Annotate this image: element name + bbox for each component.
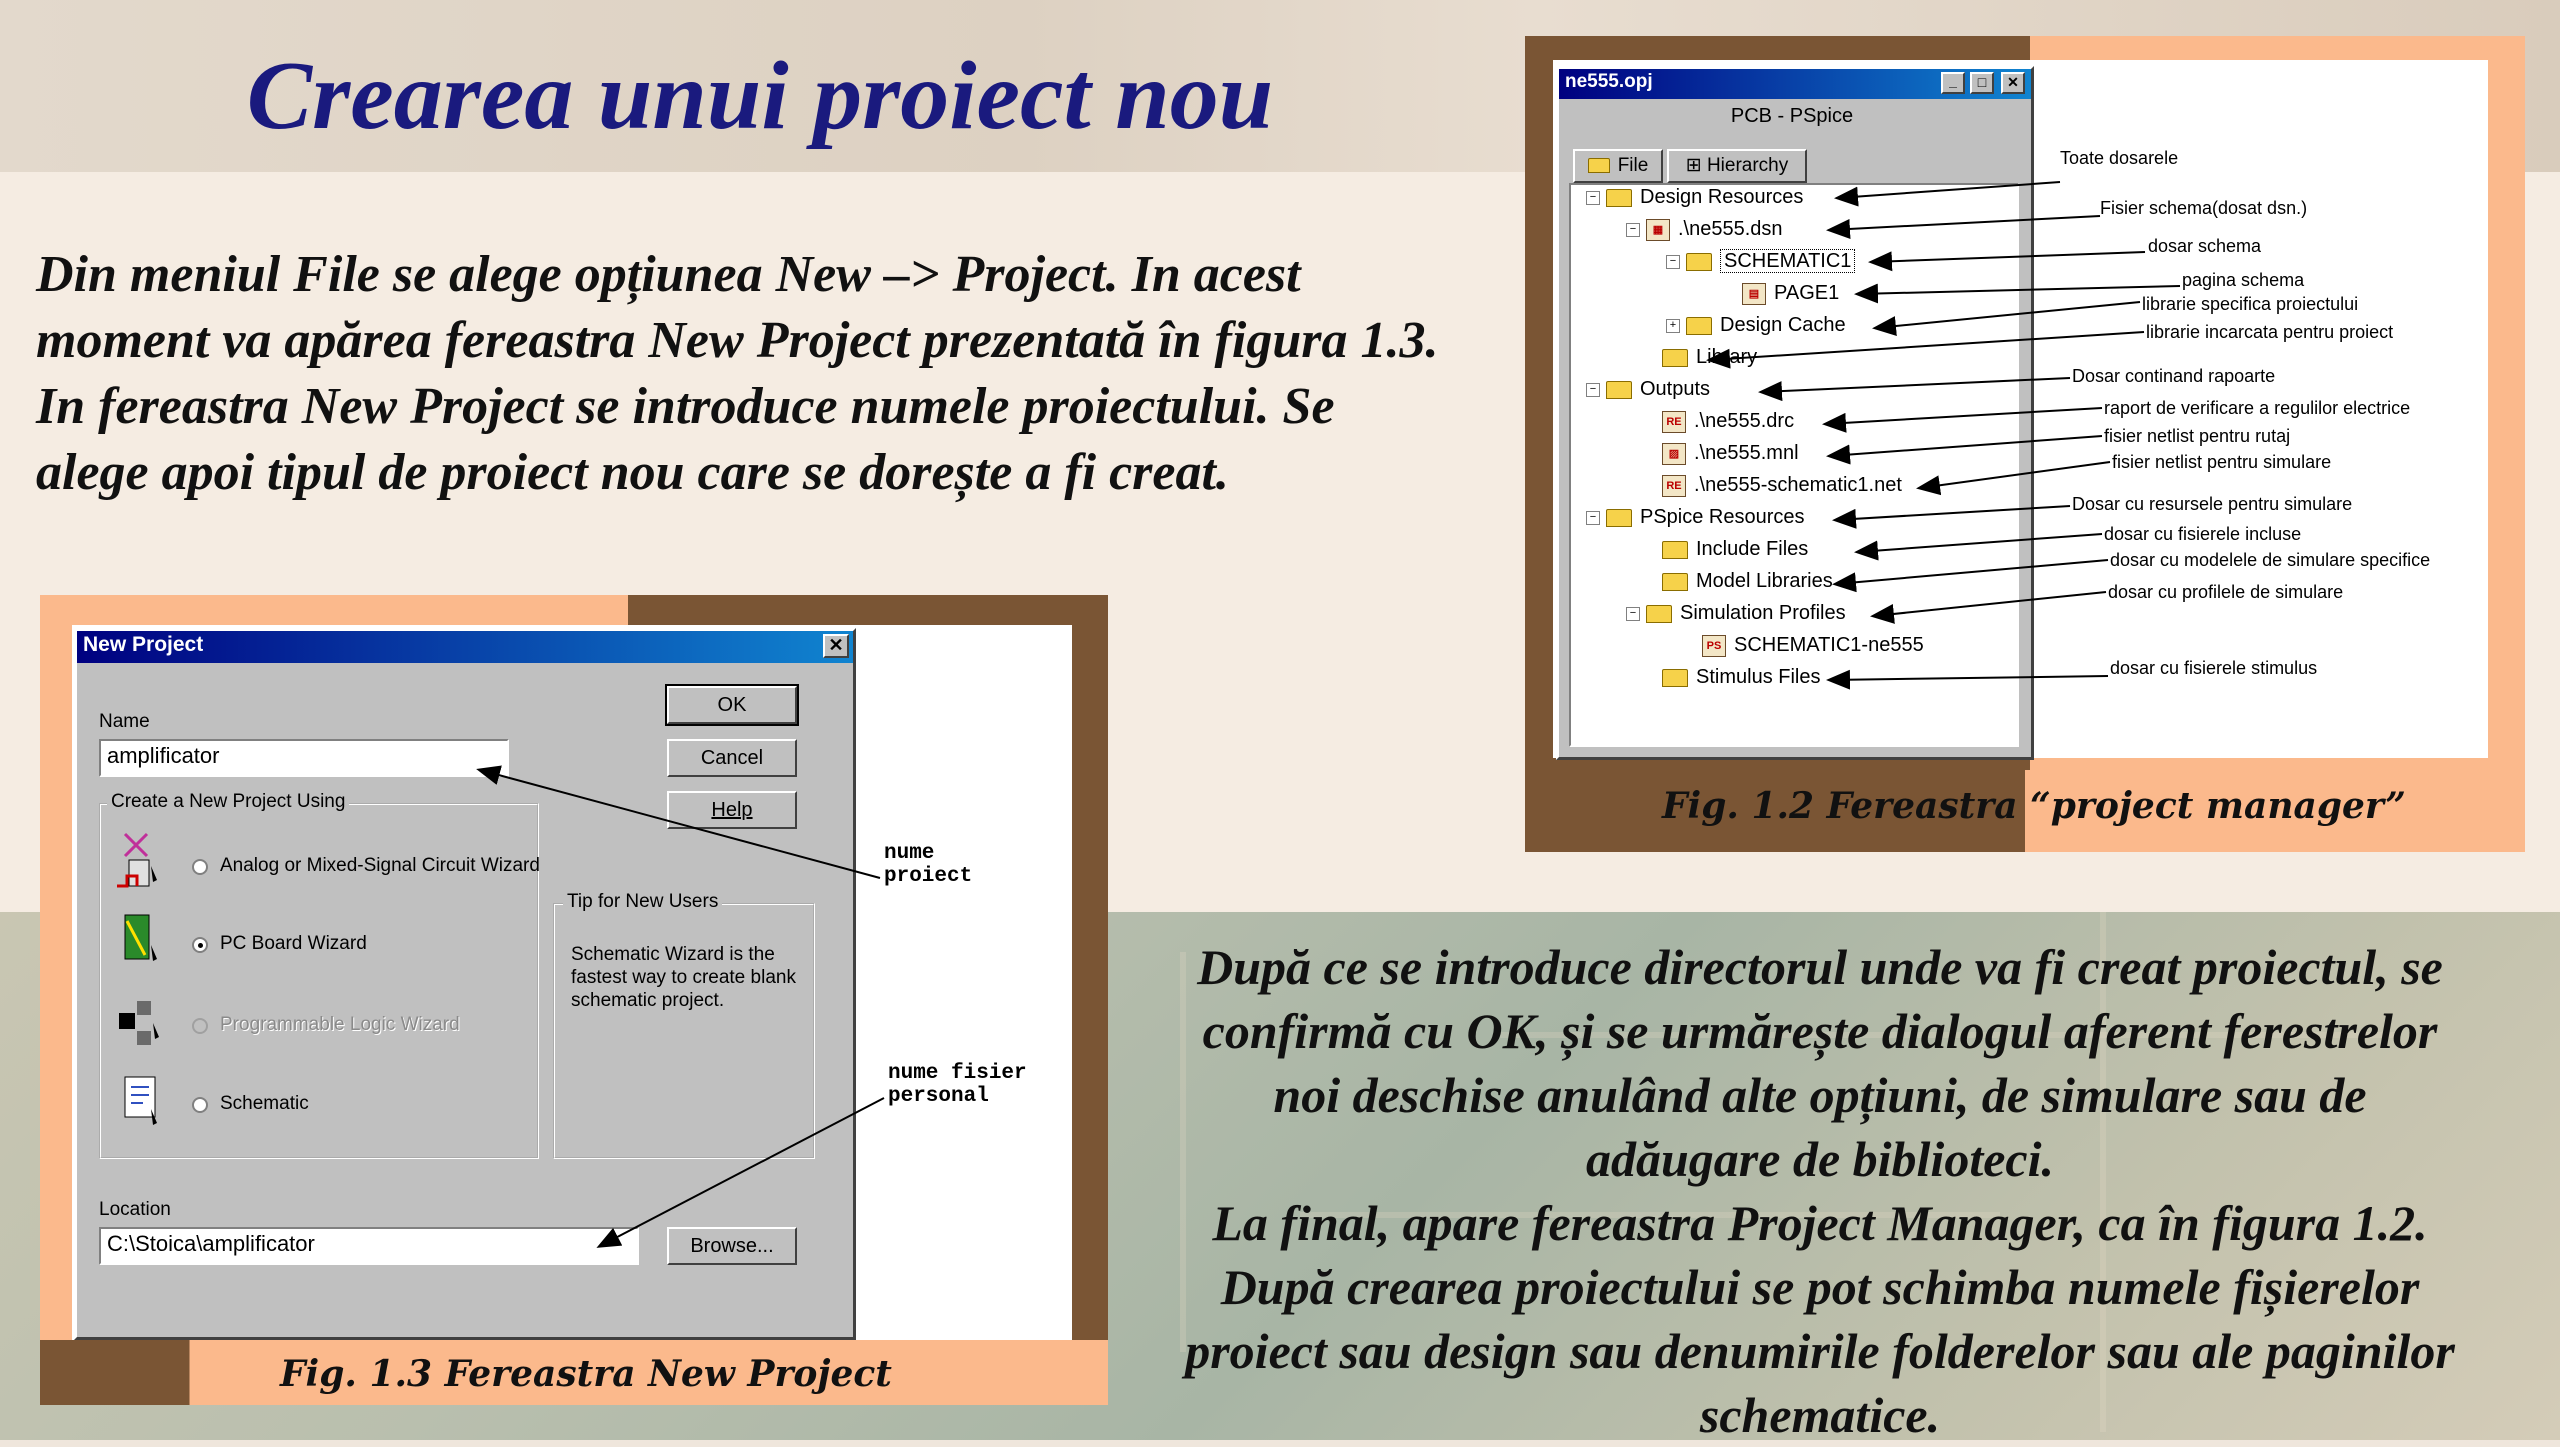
schematic-label: Schematic bbox=[220, 1093, 309, 1114]
fig13-arrows bbox=[0, 0, 1110, 1400]
annotation-nume-proiect: nume proiect bbox=[884, 842, 973, 888]
intro-paragraph: Din meniul File se alege opțiunea New –> Project. In acest moment va apărea fereastra New Project prezentată în figura 1.3. In fereastra New Project se introduce numele proiectului. Se alege apoi tipul de proiect nou care se dorește a fi creat. bbox=[36, 246, 1439, 501]
name-field[interactable]: amplificator bbox=[99, 739, 509, 777]
help-button[interactable]: Help bbox=[667, 791, 797, 829]
label-fisiere-stimulus: dosar cu fisierele stimulus bbox=[2110, 658, 2318, 678]
browse-button[interactable]: Browse... bbox=[667, 1227, 797, 1265]
tip-text: Schematic Wizard is the fastest way to create blank schematic project. bbox=[571, 944, 796, 1011]
tree-schematic1-ne555[interactable]: PS SCHEMATIC1-ne555 bbox=[1702, 634, 1924, 657]
label-modele-simulare: dosar cu modelele de simulare specifice bbox=[2110, 550, 2431, 570]
label-netlist-rutaj: fisier netlist pentru rutaj bbox=[2104, 426, 2291, 446]
label-toate-dosarele: Toate dosarele bbox=[2060, 148, 2179, 168]
tree-design-resources[interactable]: − Design Resources bbox=[1586, 186, 1803, 209]
tree-library[interactable]: Library bbox=[1662, 346, 1757, 369]
tree-model-libraries[interactable]: Model Libraries bbox=[1662, 570, 1833, 593]
tree-stimulus-files[interactable]: Stimulus Files bbox=[1662, 666, 1820, 689]
pcb-wizard-label: PC Board Wizard bbox=[220, 933, 367, 954]
label-profile-simulare: dosar cu profilele de simulare bbox=[2108, 582, 2344, 602]
ok-button[interactable]: OK bbox=[667, 686, 797, 724]
label-librarie-incarcata: librarie incarcata pentru proiect bbox=[2146, 322, 2394, 342]
tip-group-label: Tip for New Users bbox=[563, 891, 722, 913]
cancel-button[interactable]: Cancel bbox=[667, 739, 797, 777]
tree-simulation-profiles[interactable]: − Simulation Profiles bbox=[1626, 602, 1846, 625]
close-icon[interactable]: ✕ bbox=[823, 634, 849, 658]
label-fisiere-incluse: dosar cu fisierele incluse bbox=[2104, 524, 2302, 544]
label-netlist-simulare: fisier netlist pentru simulare bbox=[2112, 452, 2332, 472]
label-fisier-schema: Fisier schema(dosat dsn.) bbox=[2100, 198, 2308, 218]
page-title: Crearea unui proiect nou bbox=[246, 42, 1274, 150]
close-icon[interactable]: ✕ bbox=[2001, 72, 2025, 94]
tab-hierarchy[interactable]: ⊞ Hierarchy bbox=[1667, 149, 1807, 183]
annotation-nume-fisier: nume fisier personal bbox=[888, 1062, 1027, 1108]
tree-page1[interactable]: ▤ PAGE1 bbox=[1742, 282, 1839, 305]
location-label: Location bbox=[99, 1199, 171, 1220]
pm-title: ne555.opj bbox=[1565, 71, 1653, 92]
tree-ne555-drc[interactable]: RE .\ne555.drc bbox=[1662, 410, 1794, 433]
tree-schematic1[interactable]: − SCHEMATIC1 bbox=[1666, 250, 1855, 273]
outro-paragraph: După ce se introduce directorul unde va fi creat proiectul, se confirmă cu OK, și se urmărește dialogul aferent ferestrelor noi deschise anulând alte opțiuni, de simulare sau de adăugare de biblioteci. La final, apare fereastra Project Manager, ca în figura 1.2. După crearea proiectului se pot schimba numele fișierelor proiect sau design sau denumirile folderelor sau ale paginilor schematice. bbox=[1185, 939, 2455, 1443]
tab-file[interactable]: File bbox=[1573, 149, 1663, 183]
tree-pspice-resources[interactable]: − PSpice Resources bbox=[1586, 506, 1805, 529]
label-librarie-specifica: librarie specifica proiectului bbox=[2142, 294, 2359, 314]
hierarchy-icon: ⊞ bbox=[1685, 155, 1707, 176]
analog-wizard-label: Analog or Mixed-Signal Circuit Wizard bbox=[220, 855, 540, 876]
tree-outputs[interactable]: − Outputs bbox=[1586, 378, 1710, 401]
dialog-title: New Project bbox=[83, 633, 204, 656]
logic-wizard-label: Programmable Logic Wizard bbox=[220, 1014, 460, 1035]
tree-ne555-net[interactable]: RE .\ne555-schematic1.net bbox=[1662, 474, 1902, 497]
pm-subtitle: PCB - PSpice bbox=[1730, 105, 1854, 127]
minimize-icon[interactable]: _ bbox=[1941, 72, 1965, 94]
pm-titlebar bbox=[1559, 69, 2031, 99]
location-field[interactable]: C:\Stoica\amplificator bbox=[99, 1227, 639, 1265]
tree-include-files[interactable]: Include Files bbox=[1662, 538, 1808, 561]
label-dosar-rapoarte: Dosar continand rapoarte bbox=[2072, 366, 2276, 386]
tree-design-cache[interactable]: + Design Cache bbox=[1666, 314, 1846, 337]
label-resurse-simulare: Dosar cu resursele pentru simulare bbox=[2072, 494, 2353, 514]
maximize-icon[interactable]: □ bbox=[1970, 72, 1994, 94]
tree-ne555-mnl[interactable]: ▨ .\ne555.mnl bbox=[1662, 442, 1799, 465]
fig13-caption: Fig. 1.3 Fereastra New Project bbox=[280, 1353, 892, 1395]
label-dosar-schema: dosar schema bbox=[2148, 236, 2262, 256]
label-pagina-schema: pagina schema bbox=[2182, 270, 2305, 290]
name-label: Name bbox=[99, 711, 150, 732]
tree-ne555-dsn[interactable]: − ▦ .\ne555.dsn bbox=[1626, 218, 1783, 241]
fig12-caption: Fig. 1.2 Fereastra “project manager” bbox=[1662, 785, 2406, 827]
label-raport-verificare: raport de verificare a regulilor electrice bbox=[2104, 398, 2411, 418]
project-type-group-label: Create a New Project Using bbox=[107, 791, 349, 813]
fig12-arrows bbox=[1540, 130, 2520, 710]
